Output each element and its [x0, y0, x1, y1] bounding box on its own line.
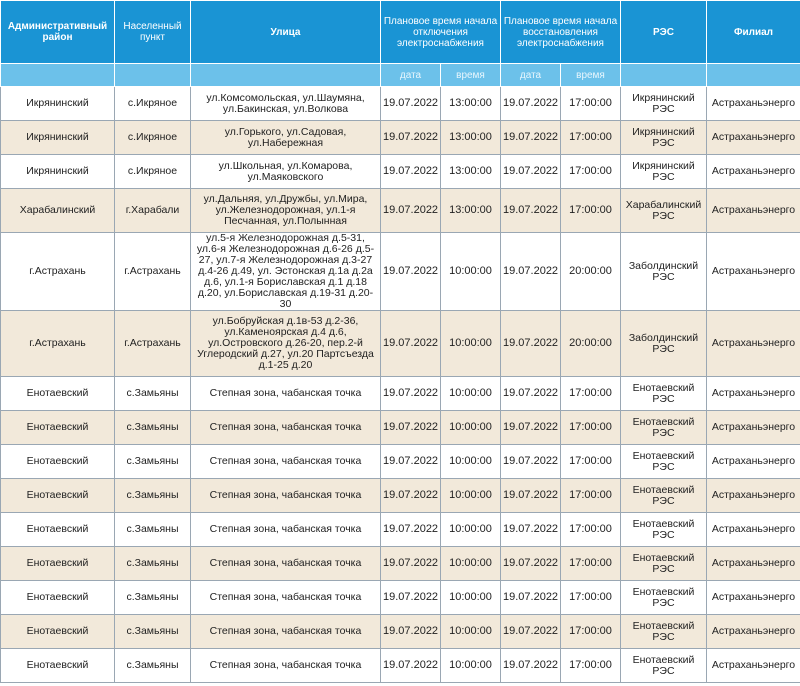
cell-res: Енотаевский РЭС — [621, 445, 707, 479]
cell-on-date: 19.07.2022 — [501, 411, 561, 445]
table-row — [1, 311, 800, 377]
cell-off-date: 19.07.2022 — [381, 581, 441, 615]
cell-on-date: 19.07.2022 — [501, 547, 561, 581]
cell-street: Степная зона, чабанская точка — [191, 479, 381, 513]
cell-off-time: 10:00:00 — [441, 377, 501, 411]
cell-on-date: 19.07.2022 — [501, 581, 561, 615]
cell-off-date: 19.07.2022 — [381, 649, 441, 683]
cell-street: Степная зона, чабанская точка — [191, 411, 381, 445]
cell-on-time: 17:00:00 — [561, 615, 621, 649]
cell-settlement: с.Замьяны — [115, 649, 191, 683]
cell-on-date: 19.07.2022 — [501, 121, 561, 155]
table-row — [1, 649, 800, 683]
cell-res: Енотаевский РЭС — [621, 411, 707, 445]
cell-on-date: 19.07.2022 — [501, 479, 561, 513]
cell-branch: Астраханьэнерго — [707, 649, 800, 683]
cell-off-time: 10:00:00 — [441, 411, 501, 445]
cell-off-date: 19.07.2022 — [381, 547, 441, 581]
subheader-empty — [191, 64, 381, 87]
cell-off-date: 19.07.2022 — [381, 121, 441, 155]
cell-street: ул.5-я Железнодорожная д.5-31, ул.6-я Железнодорожная д.6-26 д.5-27, ул.7-я Железнодорожная д.3-27 д.4-26 д.49, ул. Эстонская д.1а д.2а д.6, ул.1-я Бориславская д.1 д.18 д.20, ул.Бориславская д.19-31 д.20-30 — [191, 233, 381, 311]
cell-branch: Астраханьэнерго — [707, 581, 800, 615]
subheader-on-date: дата — [501, 64, 561, 87]
cell-off-time: 13:00:00 — [441, 155, 501, 189]
cell-off-date: 19.07.2022 — [381, 411, 441, 445]
cell-street: ул.Школьная, ул.Комарова, ул.Маяковского — [191, 155, 381, 189]
cell-on-date: 19.07.2022 — [501, 377, 561, 411]
cell-on-time: 17:00:00 — [561, 445, 621, 479]
cell-on-time: 17:00:00 — [561, 581, 621, 615]
cell-settlement: г.Астрахань — [115, 233, 191, 311]
cell-settlement: с.Икряное — [115, 155, 191, 189]
cell-district: Икрянинский — [1, 87, 115, 121]
cell-off-time: 10:00:00 — [441, 233, 501, 311]
cell-off-time: 13:00:00 — [441, 121, 501, 155]
table-row — [1, 513, 800, 547]
cell-branch: Астраханьэнерго — [707, 615, 800, 649]
cell-branch: Астраханьэнерго — [707, 87, 800, 121]
table-row — [1, 411, 800, 445]
cell-off-date: 19.07.2022 — [381, 615, 441, 649]
cell-off-date: 19.07.2022 — [381, 513, 441, 547]
cell-settlement: с.Замьяны — [115, 513, 191, 547]
subheader-on-time: время — [561, 64, 621, 87]
subheader-empty — [115, 64, 191, 87]
cell-street: ул.Комсомольская, ул.Шаумяна, ул.Бакинская, ул.Волкова — [191, 87, 381, 121]
table-body — [1, 87, 800, 683]
cell-res: Енотаевский РЭС — [621, 547, 707, 581]
cell-on-time: 17:00:00 — [561, 547, 621, 581]
cell-on-date: 19.07.2022 — [501, 445, 561, 479]
table-row — [1, 121, 800, 155]
cell-off-time: 10:00:00 — [441, 513, 501, 547]
cell-street: Степная зона, чабанская точка — [191, 615, 381, 649]
cell-settlement: с.Замьяны — [115, 615, 191, 649]
cell-settlement: с.Замьяны — [115, 547, 191, 581]
cell-on-date: 19.07.2022 — [501, 189, 561, 233]
header-res: РЭС — [621, 1, 707, 64]
header-street: Улица — [191, 1, 381, 64]
cell-off-date: 19.07.2022 — [381, 189, 441, 233]
cell-res: Енотаевский РЭС — [621, 513, 707, 547]
cell-district: г.Астрахань — [1, 311, 115, 377]
cell-street: ул.Бобруйская д.1в-53 д.2-36, ул.Каменоярская д.4 д.6, ул.Островского д.26-20, пер.2-й Углеродский д.27, ул.20 Партсъезда д.1-25 д.20 — [191, 311, 381, 377]
header-restore-time: Плановое время начала восстановления электроснабжения — [501, 1, 621, 64]
cell-settlement: с.Замьяны — [115, 581, 191, 615]
cell-off-time: 10:00:00 — [441, 445, 501, 479]
cell-off-time: 13:00:00 — [441, 189, 501, 233]
cell-on-date: 19.07.2022 — [501, 87, 561, 121]
cell-settlement: г.Астрахань — [115, 311, 191, 377]
cell-res: Енотаевский РЭС — [621, 615, 707, 649]
cell-off-time: 10:00:00 — [441, 547, 501, 581]
cell-district: Енотаевский — [1, 411, 115, 445]
header-settlement: Населенный пункт — [115, 1, 191, 64]
subheader-empty — [707, 64, 800, 87]
cell-branch: Астраханьэнерго — [707, 121, 800, 155]
table-row — [1, 547, 800, 581]
cell-off-time: 10:00:00 — [441, 311, 501, 377]
cell-settlement: с.Икряное — [115, 121, 191, 155]
cell-on-time: 17:00:00 — [561, 189, 621, 233]
cell-res: Заболдинский РЭС — [621, 311, 707, 377]
cell-off-date: 19.07.2022 — [381, 311, 441, 377]
cell-on-date: 19.07.2022 — [501, 649, 561, 683]
cell-branch: Астраханьэнерго — [707, 411, 800, 445]
table-row — [1, 615, 800, 649]
cell-settlement: с.Замьяны — [115, 479, 191, 513]
cell-district: Енотаевский — [1, 513, 115, 547]
header-off-time: Плановое время начала отключения электроснабжения — [381, 1, 501, 64]
cell-district: Енотаевский — [1, 615, 115, 649]
subheader-off-date: дата — [381, 64, 441, 87]
cell-on-time: 17:00:00 — [561, 513, 621, 547]
cell-on-date: 19.07.2022 — [501, 311, 561, 377]
cell-on-time: 17:00:00 — [561, 155, 621, 189]
cell-off-date: 19.07.2022 — [381, 87, 441, 121]
cell-res: Икрянинский РЭС — [621, 155, 707, 189]
header-row — [1, 1, 800, 64]
subheader-empty — [1, 64, 115, 87]
cell-on-date: 19.07.2022 — [501, 615, 561, 649]
cell-street: Степная зона, чабанская точка — [191, 547, 381, 581]
cell-on-time: 17:00:00 — [561, 479, 621, 513]
cell-res: Енотаевский РЭС — [621, 377, 707, 411]
cell-branch: Астраханьэнерго — [707, 445, 800, 479]
cell-on-time: 17:00:00 — [561, 649, 621, 683]
table-row — [1, 479, 800, 513]
cell-district: Енотаевский — [1, 547, 115, 581]
cell-settlement: с.Замьяны — [115, 377, 191, 411]
cell-branch: Астраханьэнерго — [707, 377, 800, 411]
cell-branch: Астраханьэнерго — [707, 311, 800, 377]
cell-off-time: 10:00:00 — [441, 649, 501, 683]
cell-res: Енотаевский РЭС — [621, 479, 707, 513]
table-row — [1, 445, 800, 479]
cell-settlement: с.Замьяны — [115, 445, 191, 479]
cell-res: Заболдинский РЭС — [621, 233, 707, 311]
cell-district: Енотаевский — [1, 581, 115, 615]
cell-on-time: 20:00:00 — [561, 311, 621, 377]
cell-street: Степная зона, чабанская точка — [191, 649, 381, 683]
cell-branch: Астраханьэнерго — [707, 233, 800, 311]
table-row — [1, 377, 800, 411]
cell-settlement: г.Харабали — [115, 189, 191, 233]
cell-off-date: 19.07.2022 — [381, 479, 441, 513]
cell-district: Енотаевский — [1, 377, 115, 411]
cell-res: Енотаевский РЭС — [621, 581, 707, 615]
subheader-off-time: время — [441, 64, 501, 87]
cell-res: Икрянинский РЭС — [621, 121, 707, 155]
cell-district: Икрянинский — [1, 121, 115, 155]
cell-district: Енотаевский — [1, 445, 115, 479]
subheader-empty — [621, 64, 707, 87]
header-district: Административный район — [1, 1, 115, 64]
cell-on-time: 17:00:00 — [561, 377, 621, 411]
cell-branch: Астраханьэнерго — [707, 513, 800, 547]
cell-street: ул.Горького, ул.Садовая, ул.Набережная — [191, 121, 381, 155]
cell-off-time: 10:00:00 — [441, 615, 501, 649]
cell-settlement: с.Икряное — [115, 87, 191, 121]
subheader-row — [1, 64, 800, 87]
cell-district: Енотаевский — [1, 649, 115, 683]
cell-res: Икрянинский РЭС — [621, 87, 707, 121]
header-branch: Филиал — [707, 1, 800, 64]
cell-on-date: 19.07.2022 — [501, 513, 561, 547]
cell-on-date: 19.07.2022 — [501, 155, 561, 189]
cell-on-time: 17:00:00 — [561, 87, 621, 121]
cell-settlement: с.Замьяны — [115, 411, 191, 445]
cell-district: Енотаевский — [1, 479, 115, 513]
table-row — [1, 189, 800, 233]
cell-off-date: 19.07.2022 — [381, 233, 441, 311]
cell-street: Степная зона, чабанская точка — [191, 513, 381, 547]
cell-on-time: 17:00:00 — [561, 411, 621, 445]
cell-street: Степная зона, чабанская точка — [191, 445, 381, 479]
cell-off-date: 19.07.2022 — [381, 377, 441, 411]
cell-off-date: 19.07.2022 — [381, 445, 441, 479]
cell-on-time: 17:00:00 — [561, 121, 621, 155]
cell-off-time: 10:00:00 — [441, 479, 501, 513]
cell-res: Харабалинский РЭС — [621, 189, 707, 233]
cell-street: Степная зона, чабанская точка — [191, 377, 381, 411]
cell-off-date: 19.07.2022 — [381, 155, 441, 189]
cell-street: Степная зона, чабанская точка — [191, 581, 381, 615]
cell-off-time: 10:00:00 — [441, 581, 501, 615]
cell-on-time: 20:00:00 — [561, 233, 621, 311]
cell-district: г.Астрахань — [1, 233, 115, 311]
table-row — [1, 87, 800, 121]
cell-branch: Астраханьэнерго — [707, 155, 800, 189]
table-row — [1, 233, 800, 311]
cell-branch: Астраханьэнерго — [707, 547, 800, 581]
table-row — [1, 581, 800, 615]
table-row — [1, 155, 800, 189]
cell-district: Харабалинский — [1, 189, 115, 233]
cell-res: Енотаевский РЭС — [621, 649, 707, 683]
cell-branch: Астраханьэнерго — [707, 479, 800, 513]
cell-branch: Астраханьэнерго — [707, 189, 800, 233]
cell-on-date: 19.07.2022 — [501, 233, 561, 311]
cell-district: Икрянинский — [1, 155, 115, 189]
cell-street: ул.Дальняя, ул.Дружбы, ул.Мира, ул.Железнодорожная, ул.1-я Песчанная, ул.Полынная — [191, 189, 381, 233]
cell-off-time: 13:00:00 — [441, 87, 501, 121]
